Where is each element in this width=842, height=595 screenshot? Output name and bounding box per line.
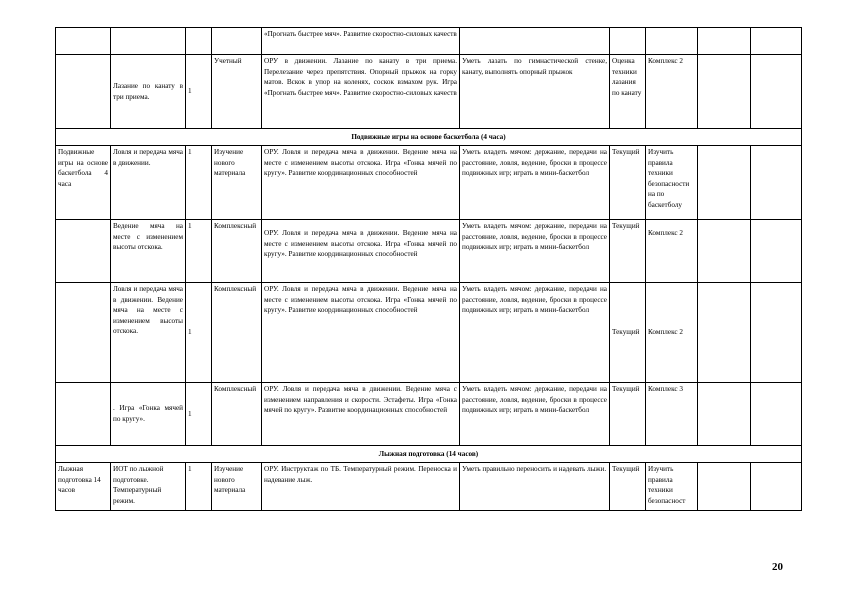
table-cell-hours: 1 — [186, 463, 212, 511]
table-cell-date-fact — [751, 55, 802, 129]
lesson-plan-table — [55, 27, 802, 511]
table-cell-homework: Комплекс 2 — [646, 220, 698, 283]
table-cell-section — [56, 28, 111, 55]
table-cell-control: Оценка техники лазания по канату — [610, 55, 646, 129]
table-cell-control — [610, 28, 646, 55]
table-cell-content: ОРУ. Ловля и передача мяча в движении. Ведение мяча на месте с изменением высоты отскока. Игра «Гонка мячей по кругу». Развитие координационных способностей — [262, 220, 460, 283]
table-cell-lesson-type: Учетный — [212, 55, 262, 129]
table-cell-homework: Изучить правила техники безопасности на по баскетболу — [646, 146, 698, 220]
table-cell-content: ОРУ. Ловля и передача мяча в движении. Ведение мяча на месте с изменением высоты отскока. Игра «Гонка мячей по кругу». Развитие координационных способностей — [262, 283, 460, 383]
table-cell-control: Текущий — [610, 146, 646, 220]
table-cell-hours: 1 — [186, 146, 212, 220]
table-cell-hours: 1 — [186, 383, 212, 446]
table-cell-homework: Комплекс 3 — [646, 383, 698, 446]
table-cell-requirements: Уметь правильно переносить и надевать лыжи. — [460, 463, 610, 511]
table-cell-lesson-type: Комплексный — [212, 220, 262, 283]
table-cell-section — [56, 55, 111, 129]
table-cell-date-fact — [751, 146, 802, 220]
table-cell-requirements: Уметь владеть мячом: держание, передачи на расстояние, ловля, ведение, броски в процессе подвижных игр; играть в мини-баскетбол — [460, 220, 610, 283]
table-cell-topic: . Игра «Гонка мячей по кругу». — [111, 383, 186, 446]
table-cell-homework — [646, 28, 698, 55]
table-row — [56, 55, 802, 129]
table-cell-requirements: Уметь владеть мячом: держание, передачи на расстояние, ловля, ведение, броски в процессе подвижных игр; играть в мини-баскетбол — [460, 383, 610, 446]
section-header-row — [56, 446, 802, 463]
table-cell-hours: 1 — [186, 220, 212, 283]
table-row — [56, 283, 802, 383]
table-cell-content: ОРУ. Ловля и передача мяча в движении. Ведение мяча с изменением направления и скорости. Эстафеты. Игра «Гонка мячей по кругу». Развитие координационных способностей — [262, 383, 460, 446]
page-number: 20 — [772, 561, 783, 573]
table-row — [56, 146, 802, 220]
table-cell-topic: Ловля и передача мяча в движении. — [111, 146, 186, 220]
table-cell-date-fact — [751, 383, 802, 446]
table-cell-requirements — [460, 28, 610, 55]
section-header-row — [56, 129, 802, 146]
table-cell-section: Подвижные игры на основе баскетбола 4 часа — [56, 146, 111, 220]
table-cell-date-fact — [751, 283, 802, 383]
table-cell-content: ОРУ в движении. Лазание по канату в три приема. Перелезание через препятствия. Опорный прыжок на горку матов. Вскок в упор на коленях, соскок взмахом рук. Игра «Прогнать быстрее мяч». Развитие скоростно-силовых качеств — [262, 55, 460, 129]
table-row — [56, 463, 802, 511]
table-cell-section — [56, 220, 111, 283]
table-cell-date-fact — [751, 220, 802, 283]
table-cell-control: Текущий — [610, 220, 646, 283]
table-cell-topic — [111, 28, 186, 55]
table-cell-control: Текущий — [610, 383, 646, 446]
table-cell-lesson-type — [212, 28, 262, 55]
table-cell-date-plan — [698, 383, 751, 446]
table-cell-topic: Ловля и передача мяча в движении. Ведение мяча на месте с изменением высоты отскока. — [111, 283, 186, 383]
table-row — [56, 383, 802, 446]
table-cell-homework: Комплекс 2 — [646, 283, 698, 383]
table-cell-topic: ИОТ по лыжной подготовке. Температурный режим. — [111, 463, 186, 511]
table-cell-section — [56, 283, 111, 383]
section-title-basketball: Подвижные игры на основе баскетбола (4 часа) — [56, 129, 802, 146]
table-cell-hours: 1 — [186, 283, 212, 383]
table-cell-date-plan — [698, 283, 751, 383]
table-cell-date-fact — [751, 28, 802, 55]
table-cell-topic: Ведение мяча на месте с изменением высоты отскока. — [111, 220, 186, 283]
table-cell-content: ОРУ. Ловля и передача мяча в движении. Ведение мяча на месте с изменением высоты отскока. Игра «Гонка мячей по кругу». Развитие координационных способностей — [262, 146, 460, 220]
table-cell-date-fact — [751, 463, 802, 511]
table-cell-requirements: Уметь владеть мячом: держание, передачи на расстояние, ловля, ведение, броски в процессе подвижных игр; играть в мини-баскетбол — [460, 283, 610, 383]
table-cell-homework: Комплекс 2 — [646, 55, 698, 129]
table-cell-date-plan — [698, 146, 751, 220]
table-cell-homework: Изучить правила техники безопасност — [646, 463, 698, 511]
table-cell-requirements: Уметь лазать по гимнастической стенке, канату, выполнять опорный прыжок — [460, 55, 610, 129]
table-row — [56, 28, 802, 55]
table-cell-lesson-type: Комплексный — [212, 283, 262, 383]
table-cell-date-plan — [698, 463, 751, 511]
table-cell-date-plan — [698, 28, 751, 55]
table-cell-section — [56, 383, 111, 446]
table-cell-lesson-type: Изучение нового материала — [212, 146, 262, 220]
table-cell-date-plan — [698, 55, 751, 129]
table-cell-content: ОРУ. Инструктаж по ТБ. Температурный режим. Переноска и надевание лыж. — [262, 463, 460, 511]
table-cell-content: «Прогнать быстрее мяч». Развитие скоростно-силовых качеств — [262, 28, 460, 55]
table-cell-control: Текущий — [610, 463, 646, 511]
table-row — [56, 220, 802, 283]
table-cell-hours: 1 — [186, 55, 212, 129]
section-title-ski: Лыжная подготовка (14 часов) — [56, 446, 802, 463]
table-cell-hours — [186, 28, 212, 55]
table-cell-requirements: Уметь владеть мячом: держание, передачи на расстояние, ловля, ведение, броски в процессе подвижных игр; играть в мини-баскетбол — [460, 146, 610, 220]
table-cell-date-plan — [698, 220, 751, 283]
table-cell-section: Лыжная подготовка 14 часов — [56, 463, 111, 511]
table-cell-lesson-type: Изучение нового материала — [212, 463, 262, 511]
table-cell-lesson-type: Комплексный — [212, 383, 262, 446]
table-cell-control: Текущий — [610, 283, 646, 383]
table-cell-topic: Лазание по канату в три приема. — [111, 55, 186, 129]
